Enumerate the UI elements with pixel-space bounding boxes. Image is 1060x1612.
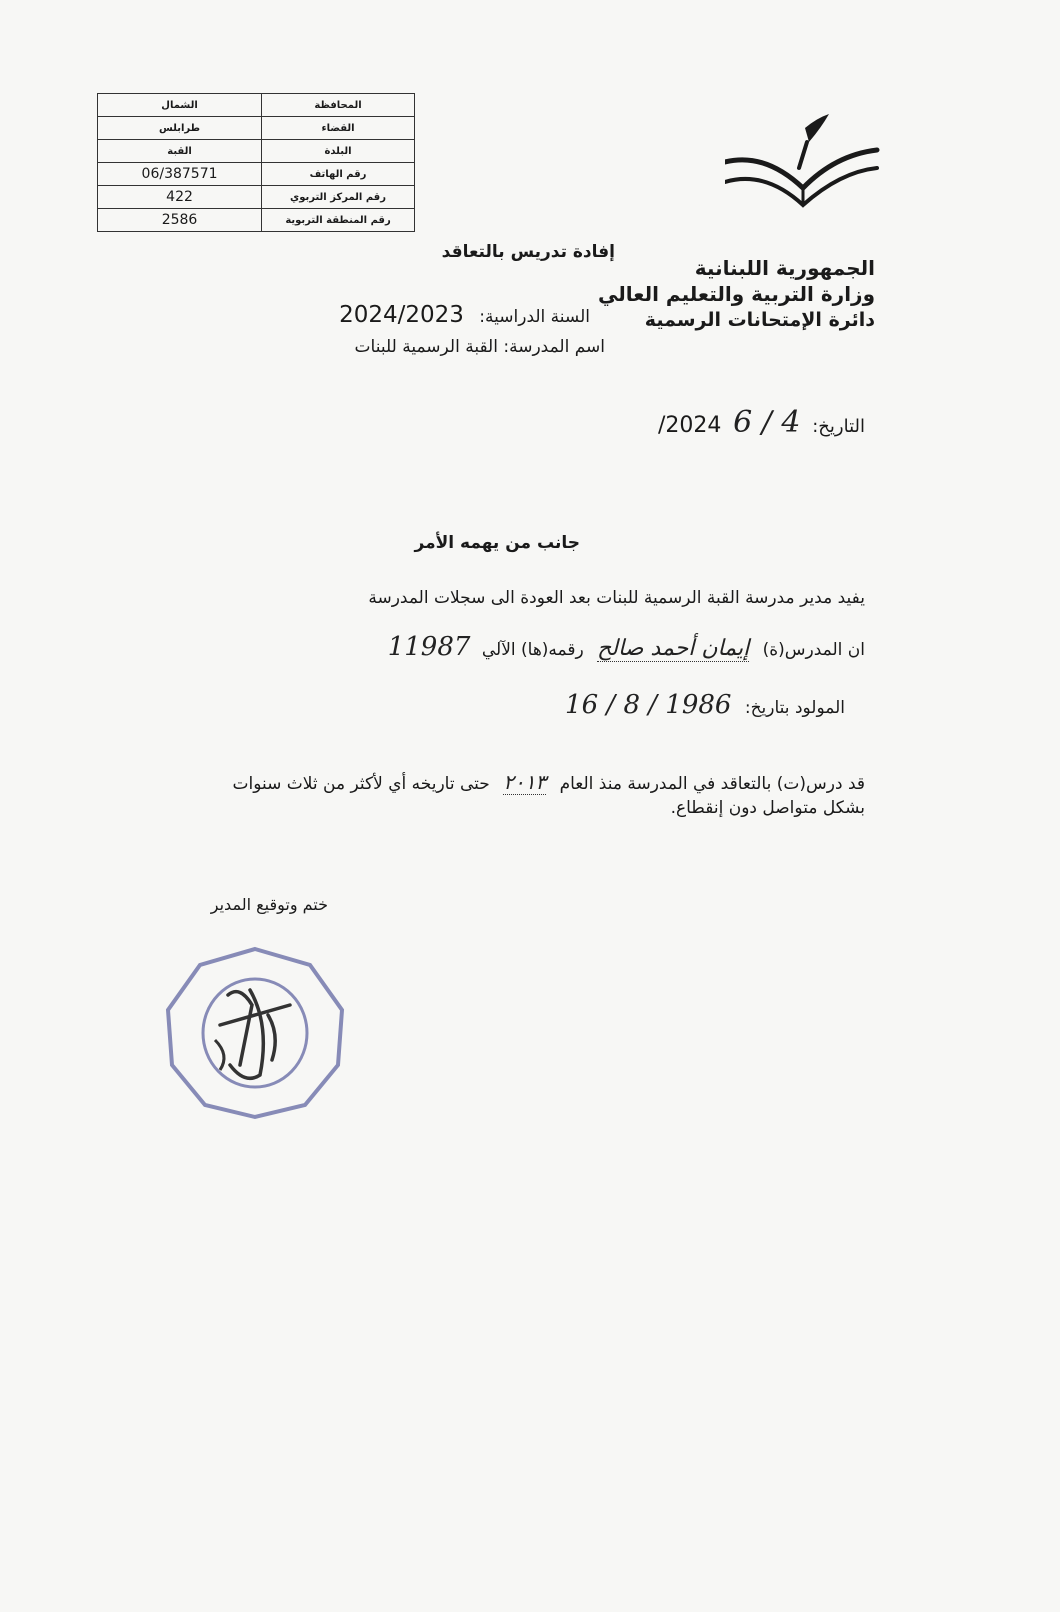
ministry-name: وزارة التربية والتعليم العالي [598,282,875,306]
born-label: المولود بتاريخ: [744,698,845,718]
school-stamp-icon [160,945,350,1120]
teacher-id: 11987 [387,632,471,662]
body-line-1: يفيد مدير مدرسة القبة الرسمية للبنات بعد العودة الى سجلات المدرسة [368,588,865,608]
document-title: إفادة تدريس بالتعاقد [441,242,615,262]
teacher-prefix: ان المدرس(ة) [762,640,865,660]
info-value: 2586 [98,209,262,232]
info-value: طرابلس [98,117,262,140]
school-name [275,337,605,357]
teacher-line [245,632,865,662]
taught-line-2: بشكل متواصل دون إنقطاع. [670,798,865,818]
start-year: ٢٠١٣ [503,770,547,794]
info-value: 422 [98,186,262,209]
teacher-name: إيمان أحمد صالح [597,636,750,661]
ministry-header [598,255,875,333]
signature-label: ختم وتوقيع المدير [210,895,328,914]
date-year: 2024/ [657,413,722,438]
info-row [98,163,415,186]
info-row [98,94,415,117]
republic-name: الجمهورية اللبنانية [694,256,875,280]
info-label: القضاء [262,117,415,140]
taught-line-1b: حتى تاريخه أي لأكثر من ثلاث سنوات [232,774,490,794]
school-label: اسم المدرسة: [503,337,605,357]
info-row [98,186,415,209]
info-row [98,117,415,140]
academic-year [290,302,590,328]
school-value: القبة الرسمية للبنات [354,337,498,357]
school-info-table [97,93,415,232]
teacher-id-label: رقمه(ها) الآلي [481,640,584,660]
info-row [98,209,415,232]
taught-paragraph [175,770,865,820]
date-handwritten: 4 / 6 [733,405,801,440]
info-label: رقم المنطقة التربوية [262,209,415,232]
info-value: الشمال [98,94,262,117]
academic-year-label: السنة الدراسية: [479,307,590,327]
addressee: جانب من يهمه الأمر [414,533,580,553]
ministry-logo-icon [725,110,890,220]
date-label: التاريخ: [812,416,865,437]
info-row [98,140,415,163]
info-value: 06/387571 [98,163,262,186]
info-value: القبة [98,140,262,163]
info-label: رقم الهاتف [262,163,415,186]
document-date [625,405,865,440]
born-line [425,690,845,720]
department-name: دائرة الإمتحانات الرسمية [644,309,875,331]
info-label: المحافظة [262,94,415,117]
born-date: 1986 / 8 / 16 [565,690,732,720]
info-label: رقم المركز التربوي [262,186,415,209]
taught-line-1: قد درس(ت) بالتعاقد في المدرسة منذ العام [559,774,865,794]
academic-year-value: 2024/2023 [339,302,464,328]
info-label: البلدة [262,140,415,163]
